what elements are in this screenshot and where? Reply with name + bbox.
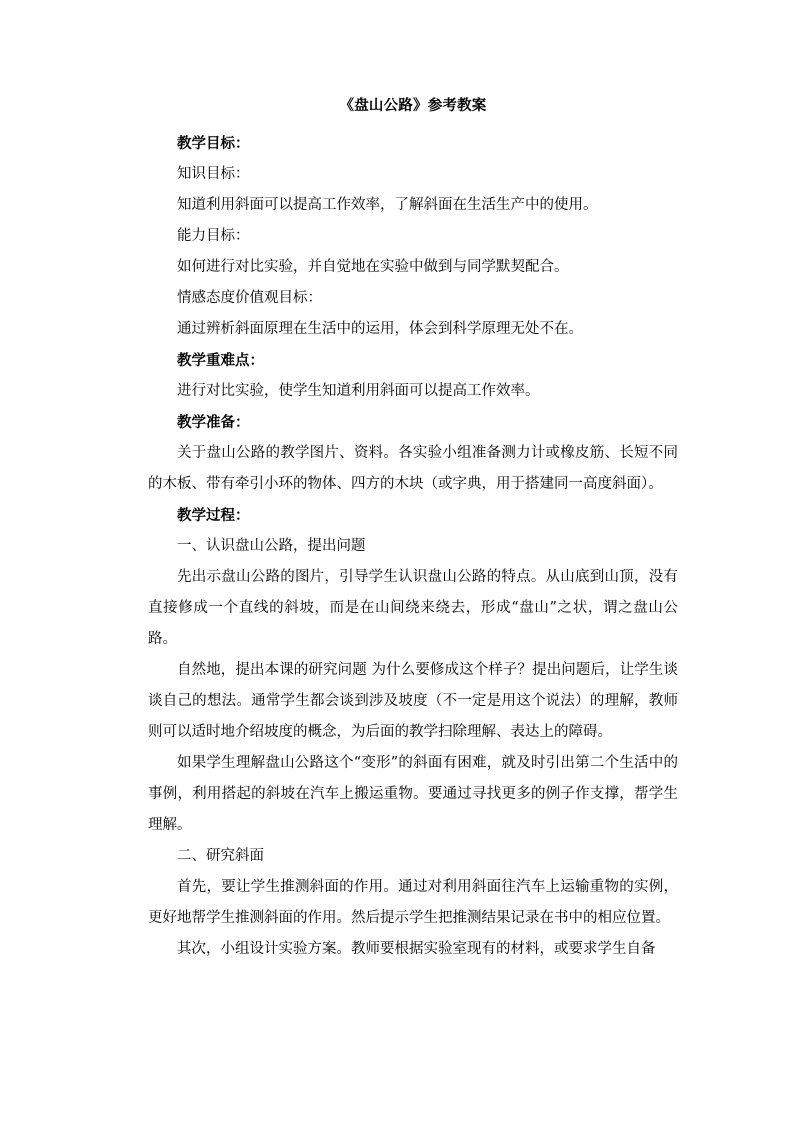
preparation-text: 关于盘山公路的教学图片、资料。各实验小组准备测力计或橡皮筋、长短不同的木板、带有牵引小环的物体、四方的木块（或字典，用于搭建同一高度斜面）。	[148, 445, 678, 492]
section2-paragraph-2: 其次，小组设计实验方案。教师要根据实验室现有的材料，或要求学生自备	[177, 941, 656, 957]
key-points-text: 进行对比实验，使学生知道利用斜面可以提高工作效率。	[177, 383, 540, 399]
preparation-heading: 教学准备：	[177, 414, 250, 431]
emotion-text: 通过辨析斜面原理在生活中的运用，体会到科学原理无处不在。	[177, 321, 583, 337]
ability-text: 如何进行对比实验，并自觉地在实验中做到与同学默契配合。	[177, 259, 569, 275]
section2-paragraph-1: 首先，要让学生推测斜面的作用。通过对利用斜面往汽车上运输重物的实例，更好地帮学生推测斜面的作用。然后提示学生把推测结果记录在书中的相应位置。	[148, 879, 678, 926]
knowledge-text: 知道利用斜面可以提高工作效率，了解斜面在生活生产中的使用。	[177, 197, 598, 213]
ability-heading: 能力目标：	[177, 228, 250, 244]
section1-paragraph-1: 先出示盘山公路的图片，引导学生认识盘山公路的特点。从山底到山顶，没有直接修成一个直线的斜坡，而是在山间绕来绕去，形成“盘山”之状，谓之盘山公路。	[148, 569, 678, 647]
knowledge-heading: 知识目标：	[177, 166, 250, 182]
document-page	[148, 96, 678, 965]
process-heading: 教学过程：	[177, 507, 250, 524]
section1-paragraph-3: 如果学生理解盘山公路这个“变形”的斜面有困难，就及时引出第二个生活中的事例，利用搭起的斜坡在汽车上搬运重物。要通过寻找更多的例子作支撑，帮学生理解。	[148, 755, 678, 833]
emotion-heading: 情感态度价值观目标：	[177, 290, 322, 306]
section1-heading: 一、认识盘山公路，提出问题	[177, 538, 366, 554]
objectives-heading: 教学目标：	[177, 135, 250, 152]
key-points-heading: 教学重难点：	[177, 352, 264, 369]
section2-heading: 二、研究斜面	[177, 848, 264, 864]
section1-paragraph-2: 自然地，提出本课的研究问题 为什么要修成这个样子？提出问题后，让学生谈谈自己的想法。通常学生都会谈到涉及坡度（不一定是用这个说法）的理解，教师则可以适时地介绍坡度的概念，为后面的教学扫除理解、表达上的障碍。	[148, 662, 678, 740]
document-title: 《盘山公路》参考教案	[339, 97, 487, 114]
